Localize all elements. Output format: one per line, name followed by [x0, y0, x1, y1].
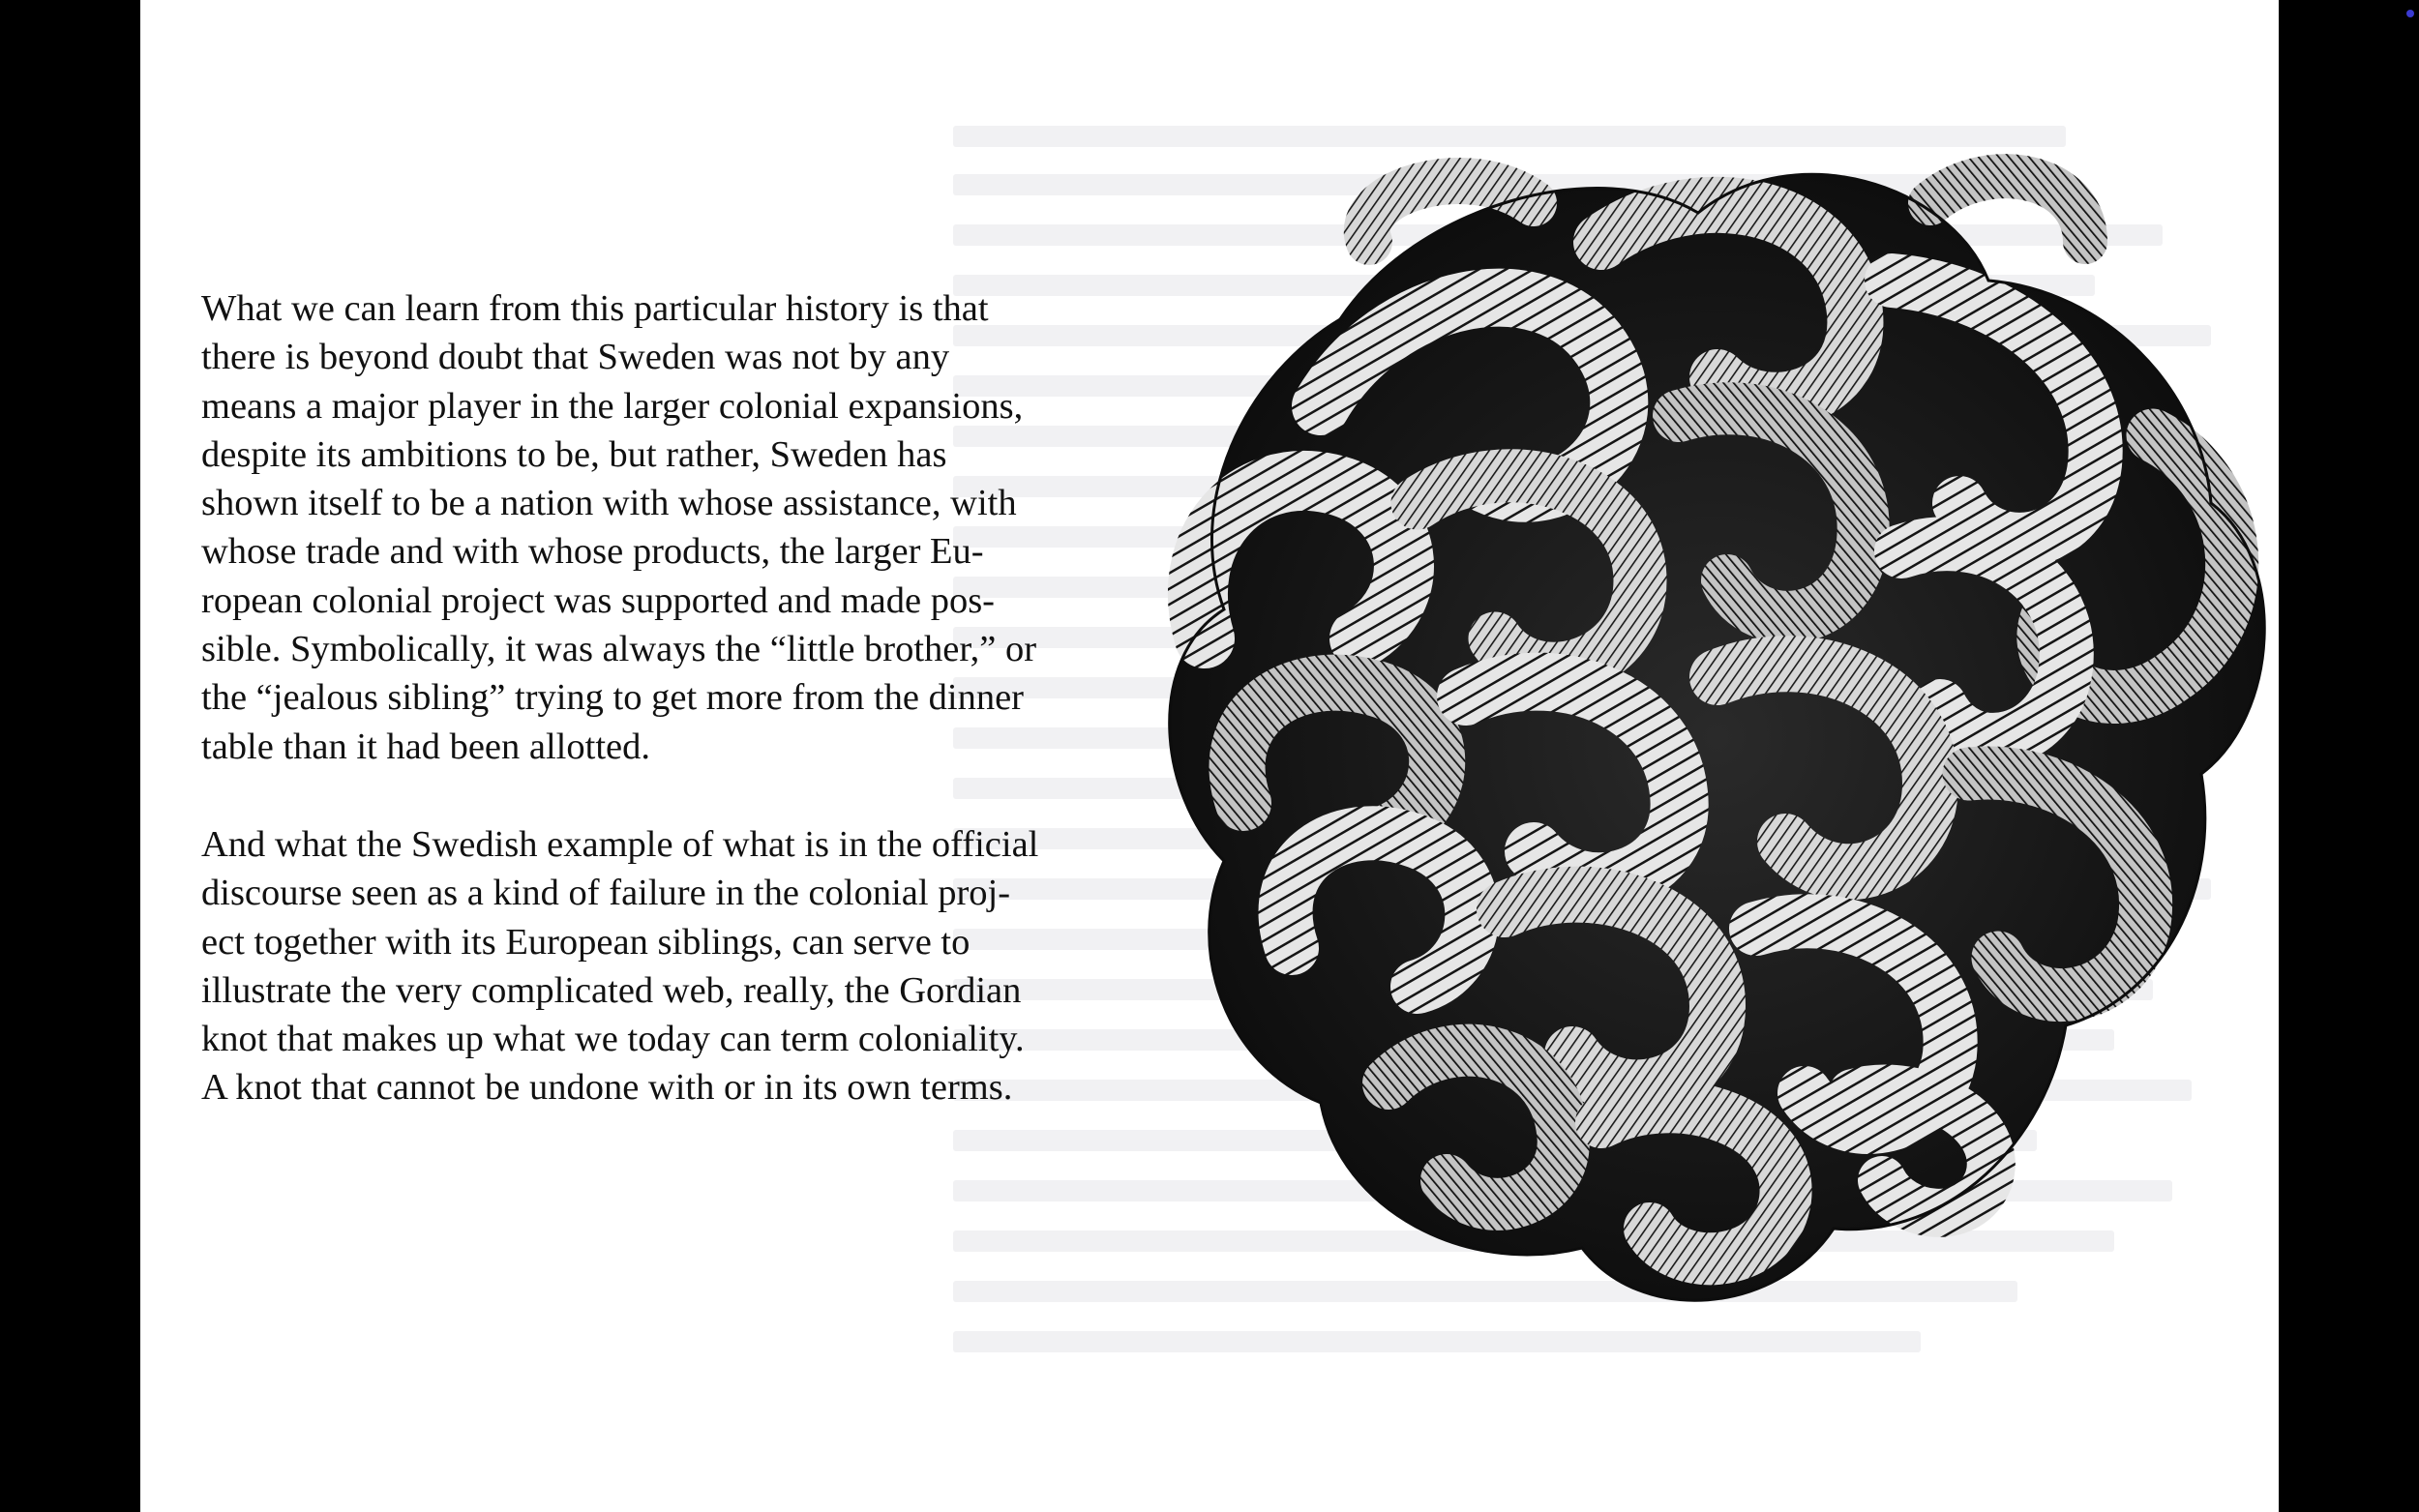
text-line: the “jealous sibling” trying to get more from the dinner	[201, 677, 1024, 719]
text-line: sible. Symbolically, it was always the “little brother,” or	[201, 629, 1037, 670]
text-line: there is beyond doubt that Sweden was not by any	[201, 337, 950, 378]
document-page	[140, 0, 2279, 1512]
text-line: ect together with its European siblings, can serve to	[201, 921, 971, 963]
text-line: ropean colonial project was supported and made pos-	[201, 579, 996, 621]
body-paragraph-1	[201, 284, 1111, 771]
text-line: despite its ambitions to be, but rather, Sweden has	[201, 433, 947, 475]
text-line: A knot that cannot be undone with or in its own terms.	[201, 1067, 1013, 1109]
text-line: shown itself to be a nation with whose assistance, with	[201, 483, 1017, 524]
text-line: illustrate the very complicated web, really, the Gordian	[201, 969, 1022, 1011]
body-paragraph-2	[201, 820, 1111, 1112]
text-line: table than it had been allotted.	[201, 726, 650, 767]
text-line: And what the Swedish example of what is in the official	[201, 824, 1039, 865]
text-line: knot that makes up what we today can term coloniality.	[201, 1019, 1025, 1060]
tangled-rope-knot-illustration	[1098, 97, 2279, 1412]
text-line: discourse seen as a kind of failure in the colonial proj-	[201, 873, 1011, 914]
text-line: means a major player in the larger colonial expansions,	[201, 385, 1024, 427]
status-dot	[2406, 10, 2414, 17]
text-line: What we can learn from this particular history is that	[201, 288, 989, 329]
text-line: whose trade and with whose products, the larger Eu-	[201, 531, 984, 573]
